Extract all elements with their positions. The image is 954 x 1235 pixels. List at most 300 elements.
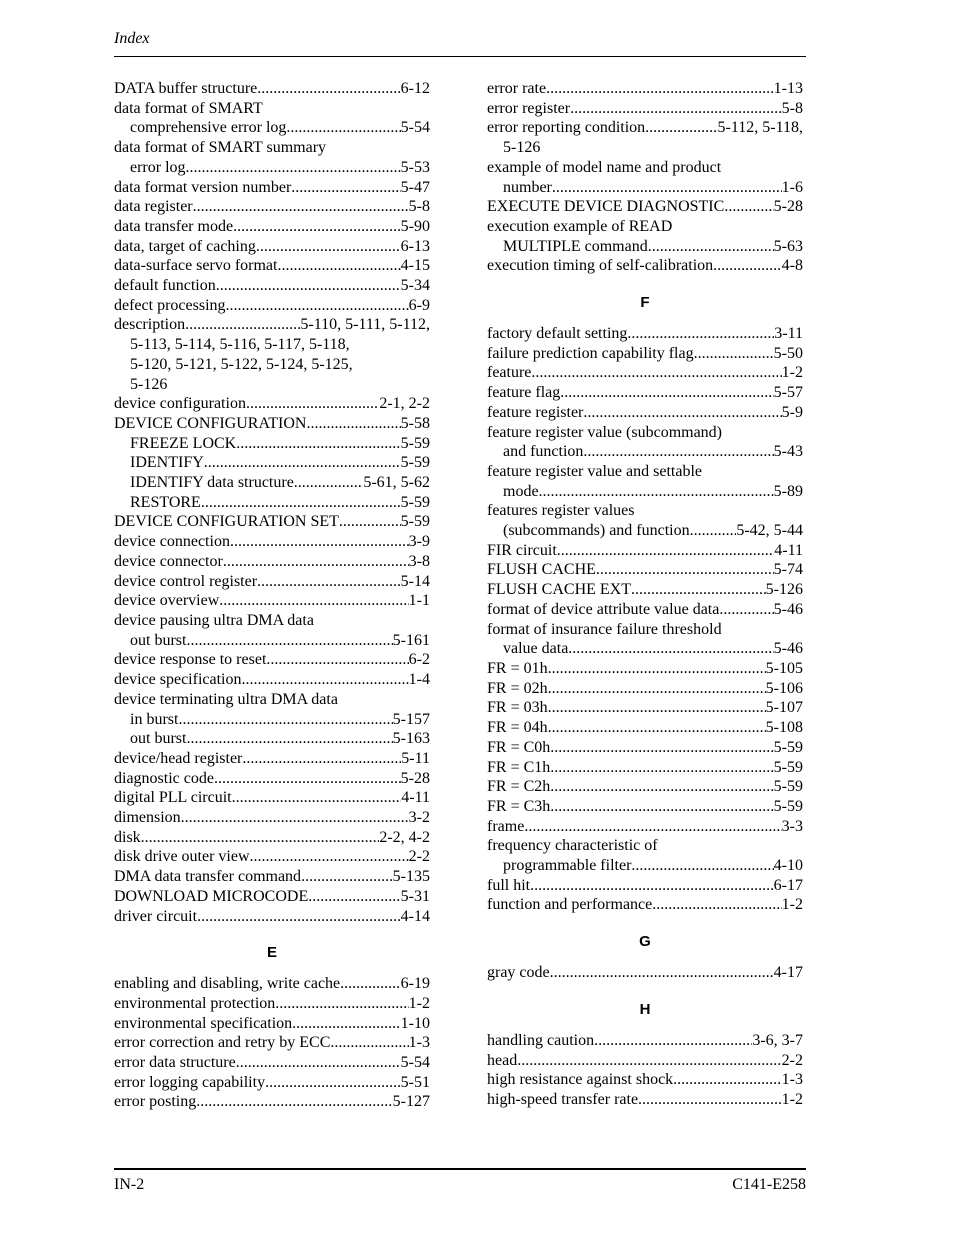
page-reference: 5-63: [773, 237, 803, 255]
index-entry-line: [487, 876, 803, 896]
dot-leader: [546, 79, 774, 99]
index-term: device specification: [114, 671, 242, 689]
index-subentry-line: [114, 631, 430, 651]
index-subentry-line: [114, 473, 430, 493]
page-reference: 5-89: [773, 482, 803, 500]
index-term: function and performance: [487, 896, 653, 914]
page-reference: 5-105: [765, 659, 803, 677]
page-reference: 4-10: [773, 857, 803, 875]
index-term: data format of SMART summary: [114, 139, 327, 157]
page-reference: 2-2, 4-2: [379, 828, 430, 846]
index-term: dimension: [114, 809, 181, 827]
dot-leader: [627, 324, 774, 344]
index-entry-line: [114, 650, 430, 670]
dot-leader: [339, 512, 401, 532]
index-entry-line: [114, 237, 430, 257]
index-entry: [487, 256, 803, 276]
index-entry: [487, 963, 803, 983]
index-term: device/head register: [114, 749, 243, 767]
index-entry: [114, 907, 430, 927]
page-reference: 5-8: [781, 99, 803, 117]
index-entry-line: [487, 541, 803, 561]
index-entry-line: [487, 1031, 803, 1051]
index-entry-line: [487, 758, 803, 778]
page-reference: 6-17: [773, 876, 803, 894]
page-reference: 1-6: [781, 178, 803, 196]
index-entry: [487, 560, 803, 580]
dot-leader: [539, 482, 774, 502]
page-reference: 3-11: [774, 325, 803, 343]
index-column-right: [487, 79, 803, 1110]
index-term: (subcommands) and function: [503, 522, 690, 540]
page-reference: 5-59: [773, 738, 803, 756]
index-entry-line: [487, 580, 803, 600]
page-reference: 5-110, 5-111, 5-112,: [300, 316, 430, 334]
index-entry-line: [487, 679, 803, 699]
dot-leader: [266, 650, 408, 670]
page-reference: 5-59: [400, 513, 430, 531]
index-entry-line: [487, 698, 803, 718]
index-term: disk drive outer view: [114, 848, 250, 866]
index-entry-line: [114, 887, 430, 907]
index-term: default function: [114, 277, 216, 295]
index-entry: [487, 738, 803, 758]
page-reference: 5-126: [765, 581, 803, 599]
dot-leader: [201, 493, 401, 513]
dot-leader: [257, 79, 400, 99]
index-entry-line: [114, 197, 430, 217]
page-reference: 5-47: [400, 178, 430, 196]
index-entry-line: [487, 718, 803, 738]
index-entry-line: [114, 1033, 430, 1053]
index-term: RESTORE: [130, 493, 201, 511]
index-term: FR = 03h: [487, 699, 548, 717]
index-term: device terminating ultra DMA data: [114, 690, 338, 708]
page-reference: 3-6, 3-7: [752, 1031, 803, 1049]
index-entry-line: [487, 620, 803, 640]
index-term: digital PLL circuit: [114, 789, 232, 807]
dot-leader: [713, 256, 782, 276]
dot-leader: [648, 237, 774, 257]
page-reference: 5-59: [773, 758, 803, 776]
dot-leader: [275, 994, 408, 1014]
page-reference: 4-15: [400, 257, 430, 275]
index-term: head: [487, 1051, 518, 1069]
dot-leader: [306, 414, 400, 434]
index-term: full hit: [487, 876, 531, 894]
index-term: programmable filter: [503, 857, 632, 875]
index-entry: [114, 788, 430, 808]
index-subentry-line: [114, 158, 430, 178]
index-term: device connector: [114, 552, 223, 570]
dot-leader: [242, 749, 401, 769]
page-reference: 4-11: [401, 789, 430, 807]
page-reference: 5-59: [773, 797, 803, 815]
index-entry: [487, 403, 803, 423]
dot-leader: [141, 828, 380, 848]
index-term: frequency characteristic of: [487, 837, 658, 855]
index-entry: [114, 690, 430, 729]
dot-leader: [550, 963, 774, 983]
page-reference: 5-161: [392, 631, 430, 649]
index-term: MULTIPLE command: [503, 237, 648, 255]
index-term: data format version number: [114, 178, 292, 196]
page-reference: 2-2: [781, 1051, 803, 1069]
index-entry-line: [114, 532, 430, 552]
index-entry: [114, 99, 430, 138]
index-entry: [114, 296, 430, 316]
index-entry-line: [487, 777, 803, 797]
index-entry-line: [114, 808, 430, 828]
dot-leader: [550, 758, 773, 778]
page-reference: 6-9: [408, 296, 430, 314]
index-entry-continuation: 5-113, 5-114, 5-116, 5-117, 5-118,: [130, 336, 350, 354]
page-reference: 5-54: [400, 119, 430, 137]
index-term: data-surface servo format: [114, 257, 278, 275]
index-entry: [487, 679, 803, 699]
index-entry: [114, 867, 430, 887]
index-entry: [487, 158, 803, 197]
index-entry-line: [114, 414, 430, 434]
index-subentry-line: [114, 453, 430, 473]
index-term: number: [503, 178, 552, 196]
dot-leader: [236, 434, 400, 454]
dot-leader: [330, 1033, 408, 1053]
page-reference: 5-9: [781, 403, 803, 421]
page-reference: 5-106: [765, 679, 803, 697]
index-term: error posting: [114, 1093, 197, 1111]
index-entry: [487, 501, 803, 540]
dot-leader: [583, 442, 773, 462]
page-reference: 5-108: [765, 719, 803, 737]
page-reference: 6-19: [400, 975, 430, 993]
index-entry-line: [114, 670, 430, 690]
dot-leader: [524, 817, 781, 837]
index-entry: [114, 670, 430, 690]
dot-leader: [277, 256, 400, 276]
index-term: handling caution: [487, 1031, 595, 1049]
index-entry: [487, 79, 803, 99]
dot-leader: [719, 600, 773, 620]
index-entry-line: [114, 512, 430, 532]
index-term: example of model name and product: [487, 158, 722, 176]
page-reference: 5-127: [392, 1093, 430, 1111]
index-entry: [487, 1090, 803, 1110]
index-term: DEVICE CONFIGURATION: [114, 414, 307, 432]
page-reference: 5-90: [400, 217, 430, 235]
index-entry: [114, 217, 430, 237]
dot-leader: [645, 118, 717, 138]
dot-leader: [178, 710, 392, 730]
index-term: error logging capability: [114, 1073, 266, 1091]
page-reference: 4-17: [773, 964, 803, 982]
dot-leader: [652, 895, 781, 915]
index-term: format of insurance failure threshold: [487, 620, 722, 638]
index-term: FR = C3h: [487, 797, 551, 815]
dot-leader: [291, 178, 400, 198]
index-entry-line: [487, 344, 803, 364]
index-entry-line: [487, 836, 803, 856]
index-entry: [487, 836, 803, 875]
page-reference: 1-3: [408, 1034, 430, 1052]
index-entry: [487, 197, 803, 217]
index-entry-line: [114, 217, 430, 237]
index-term: error data structure: [114, 1054, 236, 1072]
dot-leader: [631, 580, 766, 600]
index-subentry-line: [114, 493, 430, 513]
index-term: DEVICE CONFIGURATION SET: [114, 513, 339, 531]
index-term: disk: [114, 828, 141, 846]
page-reference: 5-31: [400, 887, 430, 905]
index-term: feature: [487, 364, 532, 382]
index-entry-line: [487, 1051, 803, 1071]
index-entry: [487, 698, 803, 718]
dot-leader: [230, 532, 409, 552]
dot-leader: [197, 907, 401, 927]
dot-leader: [673, 1070, 782, 1090]
dot-leader: [186, 158, 401, 178]
index-entry-line: [487, 363, 803, 383]
index-entry: [487, 118, 803, 157]
index-column-left: [114, 79, 430, 1112]
index-entry: [487, 324, 803, 344]
index-entry: [114, 749, 430, 769]
index-subentry-line: [114, 729, 430, 749]
dot-leader: [232, 788, 402, 808]
dot-leader: [181, 808, 409, 828]
index-term: features register values: [487, 502, 635, 520]
index-subentry-line: [487, 482, 803, 502]
index-entry-line: [114, 867, 430, 887]
index-entry: [487, 217, 803, 256]
index-subentry-line: [114, 434, 430, 454]
page-reference: 5-28: [400, 769, 430, 787]
index-entry: [487, 1051, 803, 1071]
page-reference: 5-59: [400, 434, 430, 452]
index-entry: [114, 1073, 430, 1093]
index-term: DATA buffer structure: [114, 80, 258, 97]
dot-leader: [216, 276, 401, 296]
index-entry: [114, 237, 430, 257]
page-reference: 2-1, 2-2: [379, 395, 430, 413]
page-reference: 5-46: [773, 600, 803, 618]
index-term: failure prediction capability flag: [487, 344, 694, 362]
dot-leader: [292, 1014, 401, 1034]
page-reference: 5-14: [400, 572, 430, 590]
index-entry-line: [114, 178, 430, 198]
page-reference: 5-135: [392, 868, 430, 886]
page-reference: 5-107: [765, 699, 803, 717]
index-entry-line: [114, 315, 430, 335]
index-entry-line: [487, 423, 803, 443]
index-entry-line: [114, 138, 430, 158]
index-term: device overview: [114, 592, 220, 610]
index-term: environmental specification: [114, 1014, 293, 1032]
index-entry: [114, 315, 430, 394]
page-reference: 1-4: [408, 671, 430, 689]
page-reference: 3-3: [781, 817, 803, 835]
index-term: error rate: [487, 80, 547, 97]
index-entry: [114, 994, 430, 1014]
index-entry-line: [114, 79, 430, 99]
index-term: DMA data transfer command: [114, 868, 302, 886]
dot-leader: [185, 315, 300, 335]
dot-leader: [694, 344, 774, 364]
page-reference: 1-3: [781, 1071, 803, 1089]
dot-leader: [557, 541, 775, 561]
dot-leader: [583, 403, 781, 423]
page-reference: 5-53: [400, 158, 430, 176]
dot-leader: [548, 718, 766, 738]
index-entry: [114, 611, 430, 650]
page-reference: 5-112, 5-118,: [717, 119, 803, 137]
page-reference: 5-42, 5-44: [736, 522, 803, 540]
index-term: device control register: [114, 572, 258, 590]
index-entry: [114, 276, 430, 296]
dot-leader: [560, 383, 773, 403]
index-entry: [114, 769, 430, 789]
index-subentry-line: [487, 237, 803, 257]
page-reference: 4-11: [774, 541, 803, 559]
index-entry-line: [114, 99, 430, 119]
dot-leader: [548, 698, 766, 718]
dot-leader: [596, 560, 774, 580]
index-term: FREEZE LOCK: [130, 434, 237, 452]
index-subentry-line: [487, 521, 803, 541]
index-entry-line: [114, 296, 430, 316]
index-entry-line: [487, 197, 803, 217]
index-entry: [114, 414, 430, 434]
dot-leader: [196, 1092, 392, 1112]
index-entry: [114, 572, 430, 592]
index-entry-line: [114, 769, 430, 789]
index-entry-line: [487, 383, 803, 403]
index-entry: [114, 473, 430, 493]
page-reference: 5-59: [773, 778, 803, 796]
index-entry: [114, 591, 430, 611]
page-reference: 5-59: [400, 454, 430, 472]
index-entry: [487, 423, 803, 462]
document-code: C141-E258: [732, 1176, 806, 1193]
index-entry: [114, 1092, 430, 1112]
page-reference: 5-57: [773, 384, 803, 402]
index-entry-line: [487, 403, 803, 423]
index-entry: [114, 1014, 430, 1034]
index-entry-line: [487, 501, 803, 521]
index-entry: [487, 718, 803, 738]
index-term: frame: [487, 817, 525, 835]
page-reference: 1-1: [408, 592, 430, 610]
index-entry: [114, 197, 430, 217]
dot-leader: [552, 178, 782, 198]
index-term: feature register value and settable: [487, 462, 702, 480]
page-reference: 1-2: [781, 896, 803, 914]
index-term: comprehensive error log: [130, 119, 287, 137]
index-entry-line: [114, 974, 430, 994]
index-entry: [487, 580, 803, 600]
index-term: error reporting condition: [487, 119, 646, 137]
index-term: data transfer mode: [114, 217, 234, 235]
page-reference: 1-2: [781, 364, 803, 382]
dot-leader: [294, 473, 364, 493]
index-term: execution timing of self-calibration: [487, 257, 714, 275]
dot-leader: [631, 856, 773, 876]
index-term: FLUSH CACHE: [487, 561, 596, 579]
dot-leader: [257, 572, 401, 592]
index-entry-line: [487, 256, 803, 276]
page-reference: 1-10: [400, 1014, 430, 1032]
index-entry: [487, 620, 803, 659]
index-entry: [114, 887, 430, 907]
index-term: IDENTIFY: [130, 454, 204, 472]
index-entry: [114, 847, 430, 867]
page-reference: 6-13: [400, 237, 430, 255]
index-entry-line: [114, 828, 430, 848]
index-term: high-speed transfer rate: [487, 1090, 639, 1108]
page-reference: 5-74: [773, 561, 803, 579]
index-term: FR = C1h: [487, 758, 551, 776]
index-subentry-line: [114, 710, 430, 730]
dot-leader: [570, 99, 782, 119]
index-entry: [114, 532, 430, 552]
index-term: IDENTIFY data structure: [130, 474, 294, 492]
index-term: feature flag: [487, 384, 561, 402]
index-entry-line: [114, 1073, 430, 1093]
footer-rule: [114, 1168, 806, 1170]
index-term: device response to reset: [114, 651, 267, 669]
index-entry: [114, 974, 430, 994]
dot-leader: [242, 670, 409, 690]
page-reference: 5-34: [400, 277, 430, 295]
index-entry: [487, 600, 803, 620]
index-term: diagnostic code: [114, 769, 214, 787]
index-entry: [487, 876, 803, 896]
dot-leader: [219, 591, 408, 611]
index-entry-line: [487, 659, 803, 679]
index-entry: [487, 758, 803, 778]
index-term: out burst: [130, 631, 187, 649]
index-entry-line: [487, 895, 803, 915]
index-subentry-line: [487, 856, 803, 876]
index-term: FLUSH CACHE EXT: [487, 581, 632, 599]
index-term: value data: [503, 640, 569, 658]
page-reference: 5-28: [773, 198, 803, 216]
index-entry: [487, 895, 803, 915]
dot-leader: [226, 296, 409, 316]
index-entry-line: [114, 611, 430, 631]
dot-leader: [256, 237, 401, 257]
page-reference: 5-163: [392, 730, 430, 748]
index-term: FR = 04h: [487, 719, 548, 737]
index-entry-line: [114, 256, 430, 276]
index-entry: [487, 817, 803, 837]
dot-leader: [531, 363, 781, 383]
page-reference: 5-61, 5-62: [363, 474, 430, 492]
index-entry-line: [487, 600, 803, 620]
dot-leader: [246, 394, 379, 414]
index-entry-line: [114, 847, 430, 867]
dot-leader: [548, 679, 766, 699]
index-entry-line: [487, 118, 803, 138]
dot-leader: [690, 521, 737, 541]
index-entry: [114, 138, 430, 177]
index-term: data, target of caching: [114, 237, 256, 255]
index-term: error register: [487, 99, 571, 117]
index-term: out burst: [130, 730, 187, 748]
index-entry: [487, 1031, 803, 1051]
index-entry: [114, 79, 430, 99]
index-term: data register: [114, 198, 193, 216]
